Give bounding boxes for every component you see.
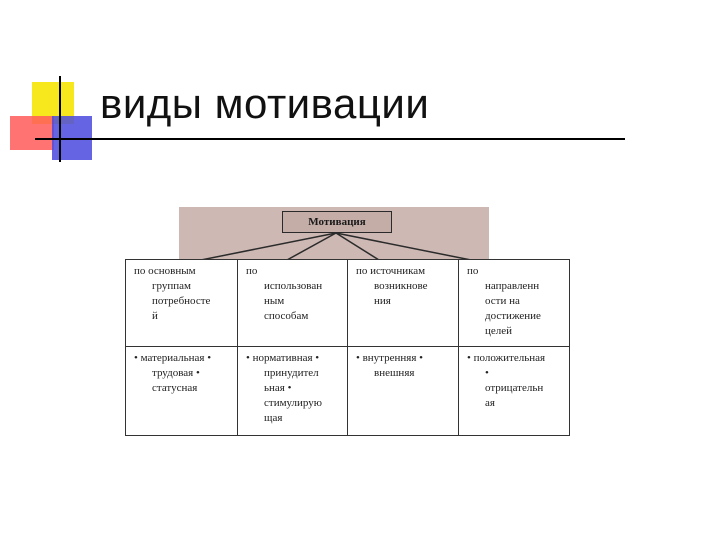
diagram-header-scan [179,207,489,260]
title-divider [35,138,625,140]
criteria-cell [348,260,459,347]
criteria-cell [126,260,238,347]
types-cell [238,347,348,436]
slide-title: виды мотивации [100,80,430,127]
diagram-root-node: Мотивация [282,211,392,233]
types-cell [348,347,459,436]
types-text: • нормативная • принудител ьная • стимулирую щая [246,352,323,424]
types-text: • положительная • отрицательн ая [467,352,546,409]
criteria-row [126,260,570,347]
criteria-text: по использован ным способам [246,265,323,322]
slide-logo [0,0,110,170]
criteria-text: по направленн ости на достижение целей [467,265,541,337]
types-cell [126,347,238,436]
types-text: • внутренняя • внешняя [356,352,423,379]
types-text: • материальная • трудовая • статусная [134,352,212,394]
criteria-text: по источникам возникнове ния [356,265,428,307]
types-cell [459,347,570,436]
types-row [126,347,570,436]
motivation-types-table [125,259,570,436]
criteria-cell [459,260,570,347]
criteria-cell [238,260,348,347]
criteria-text: по основным группам потребносте й [134,265,211,322]
